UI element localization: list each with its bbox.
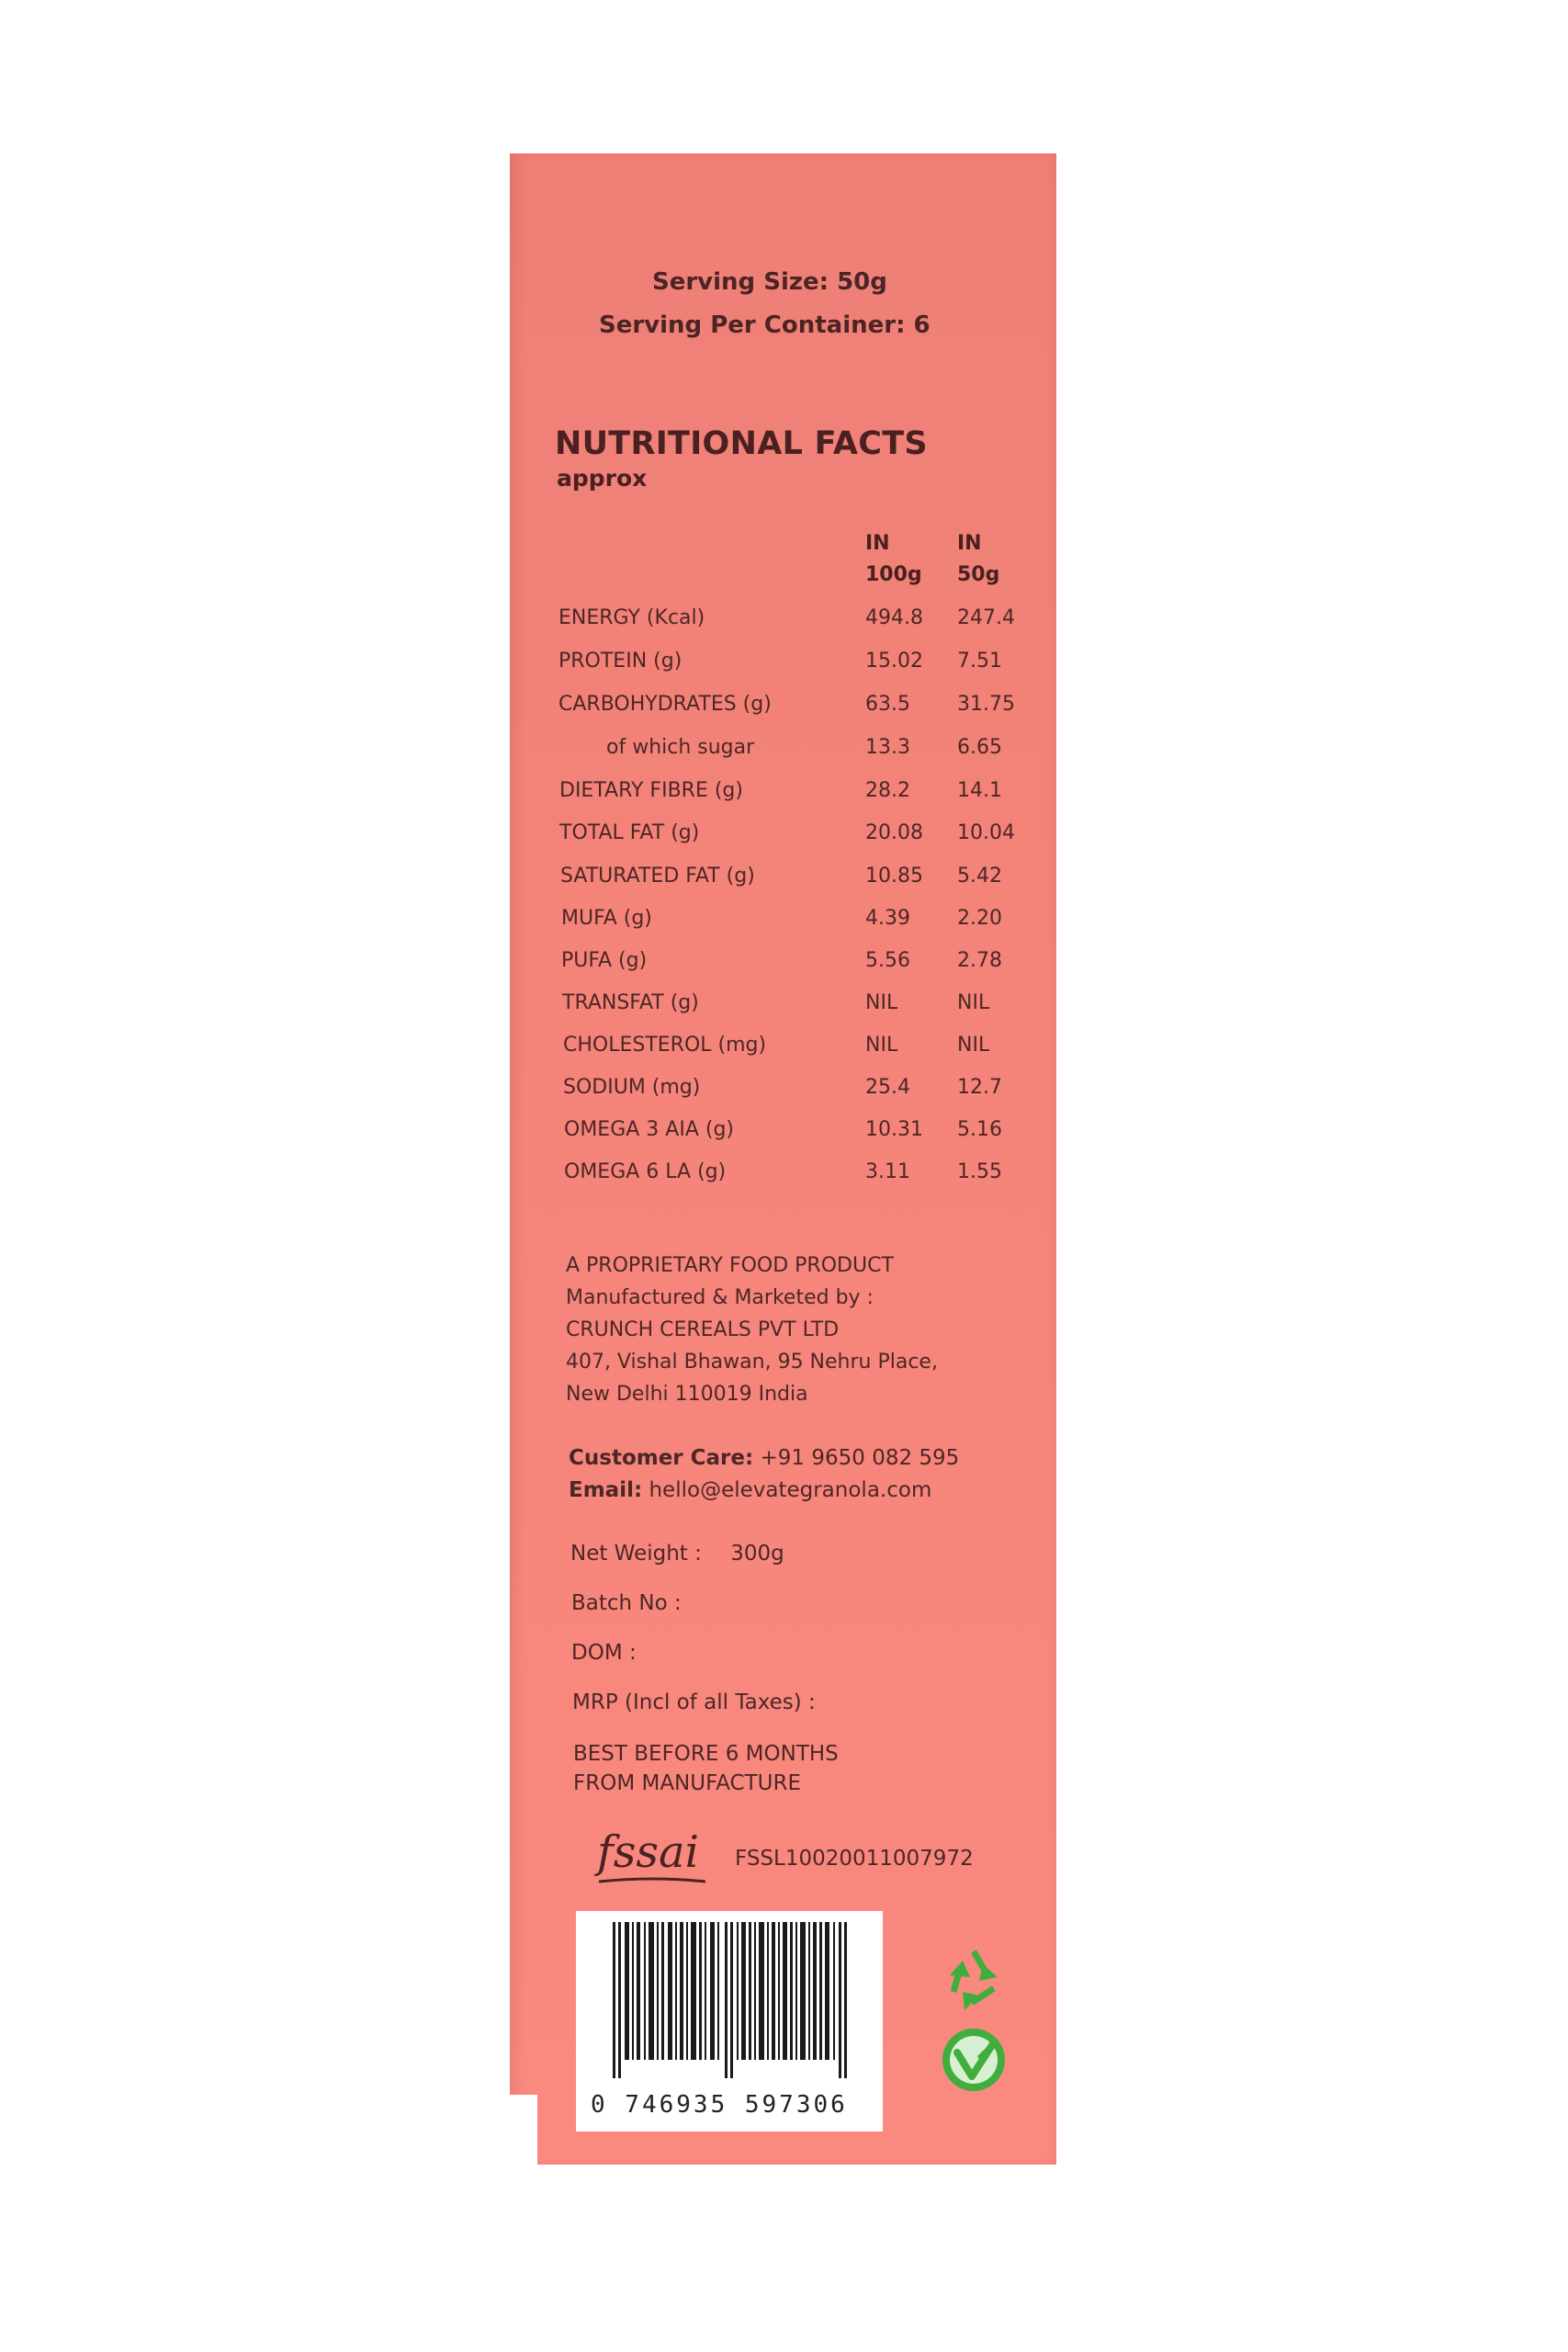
- row-value-50g: 10.04: [957, 821, 1015, 844]
- customer-care: [569, 1446, 959, 1470]
- row-value-50g: 2.78: [957, 949, 1002, 972]
- barcode-number: 0 746935 597306: [591, 2091, 848, 2119]
- manufacturer-line: A PROPRIETARY FOOD PRODUCT: [566, 1254, 894, 1277]
- net-weight-value: 300g: [730, 1542, 784, 1566]
- row-value-100g: 10.85: [865, 865, 923, 888]
- batch-number: Batch No :: [571, 1591, 682, 1615]
- column-header-50g-line1: IN: [957, 532, 982, 555]
- column-header-50g-line2: 50g: [957, 563, 1000, 586]
- email: [569, 1478, 931, 1502]
- row-value-100g: 3.11: [865, 1160, 910, 1183]
- vegetarian-icon: [939, 2025, 1009, 2095]
- row-label-sodium: SODIUM (mg): [563, 1076, 701, 1099]
- customer-care-number: +91 9650 082 595: [760, 1446, 960, 1470]
- date-of-manufacture: DOM :: [571, 1641, 637, 1665]
- row-label-total-fat: TOTAL FAT (g): [559, 821, 700, 844]
- row-label-protein: PROTEIN (g): [558, 650, 682, 673]
- row-value-50g: 6.65: [957, 736, 1002, 759]
- fssai-license-number: FSSL10020011007972: [735, 1847, 974, 1871]
- email-address: hello@elevategranola.com: [649, 1478, 932, 1502]
- net-weight-label: Net Weight :: [570, 1542, 702, 1566]
- fssai-underline: [597, 1874, 707, 1887]
- row-label-cholesterol: CHOLESTEROL (mg): [563, 1034, 767, 1057]
- row-label-saturated-fat: SATURATED FAT (g): [560, 865, 755, 888]
- fssai-logo-text: fssai: [597, 1826, 699, 1878]
- row-value-50g: 14.1: [957, 779, 1002, 802]
- customer-care-label: Customer Care:: [569, 1446, 754, 1470]
- row-label-carbohydrates: CARBOHYDRATES (g): [558, 693, 772, 716]
- row-value-50g: NIL: [957, 991, 990, 1014]
- row-value-100g: 63.5: [865, 693, 910, 716]
- row-label-energy: ENERGY (Kcal): [558, 606, 705, 629]
- recycle-icon: [937, 1946, 1010, 2010]
- row-value-50g: 7.51: [957, 650, 1002, 673]
- manufacturer-line: CRUNCH CEREALS PVT LTD: [566, 1318, 840, 1341]
- manufacturer-block: [566, 1250, 938, 1410]
- email-label: Email:: [569, 1478, 643, 1502]
- row-label-omega-6: OMEGA 6 LA (g): [564, 1160, 727, 1183]
- row-value-50g: 5.16: [957, 1118, 1002, 1141]
- row-value-100g: 494.8: [865, 606, 923, 629]
- row-label-transfat: TRANSFAT (g): [562, 991, 699, 1014]
- row-value-100g: 20.08: [865, 821, 923, 844]
- row-value-50g: 31.75: [957, 693, 1015, 716]
- column-header-50g: [957, 528, 999, 591]
- barcode: [576, 1911, 883, 2132]
- row-value-50g: 2.20: [957, 907, 1002, 930]
- box-bottom-fold: [510, 2095, 537, 2165]
- row-value-100g: 10.31: [865, 1118, 923, 1141]
- row-value-50g: 5.42: [957, 865, 1002, 888]
- best-before: [573, 1739, 839, 1798]
- row-label-omega-3: OMEGA 3 AIA (g): [564, 1118, 734, 1141]
- row-value-100g: 25.4: [865, 1076, 910, 1099]
- row-value-100g: NIL: [865, 1034, 898, 1057]
- row-value-100g: 13.3: [865, 736, 910, 759]
- row-value-50g: 12.7: [957, 1076, 1002, 1099]
- servings-per-container: Serving Per Container: 6: [599, 311, 931, 339]
- column-header-100g-line1: IN: [865, 532, 890, 555]
- row-label-mufa: MUFA (g): [561, 907, 652, 930]
- column-header-100g: [865, 528, 922, 591]
- row-value-100g: 4.39: [865, 907, 910, 930]
- serving-size: Serving Size: 50g: [652, 268, 887, 296]
- best-before-line1: BEST BEFORE 6 MONTHS: [573, 1742, 839, 1766]
- row-value-100g: 15.02: [865, 650, 923, 673]
- manufacturer-line: New Delhi 110019 India: [566, 1383, 808, 1406]
- best-before-line2: FROM MANUFACTURE: [573, 1771, 801, 1795]
- row-value-100g: NIL: [865, 991, 898, 1014]
- row-label-pufa: PUFA (g): [561, 949, 648, 972]
- nutrition-subtitle: approx: [557, 465, 648, 492]
- nutrition-title: NUTRITIONAL FACTS: [555, 425, 928, 462]
- row-value-50g: NIL: [957, 1034, 990, 1057]
- net-weight: [570, 1542, 784, 1566]
- fssai-logo: [597, 1826, 699, 1878]
- manufacturer-line: 407, Vishal Bhawan, 95 Nehru Place,: [566, 1351, 938, 1374]
- barcode-bars: [613, 1922, 852, 2078]
- mrp: MRP (Incl of all Taxes) :: [572, 1690, 816, 1714]
- manufacturer-line: Manufactured & Marketed by :: [566, 1286, 874, 1309]
- row-label-sugar: of which sugar: [606, 736, 755, 759]
- row-value-100g: 5.56: [865, 949, 910, 972]
- row-value-50g: 247.4: [957, 606, 1015, 629]
- row-value-100g: 28.2: [865, 779, 910, 802]
- column-header-100g-line2: 100g: [865, 563, 922, 586]
- row-value-50g: 1.55: [957, 1160, 1002, 1183]
- row-label-dietary-fibre: DIETARY FIBRE (g): [559, 779, 743, 802]
